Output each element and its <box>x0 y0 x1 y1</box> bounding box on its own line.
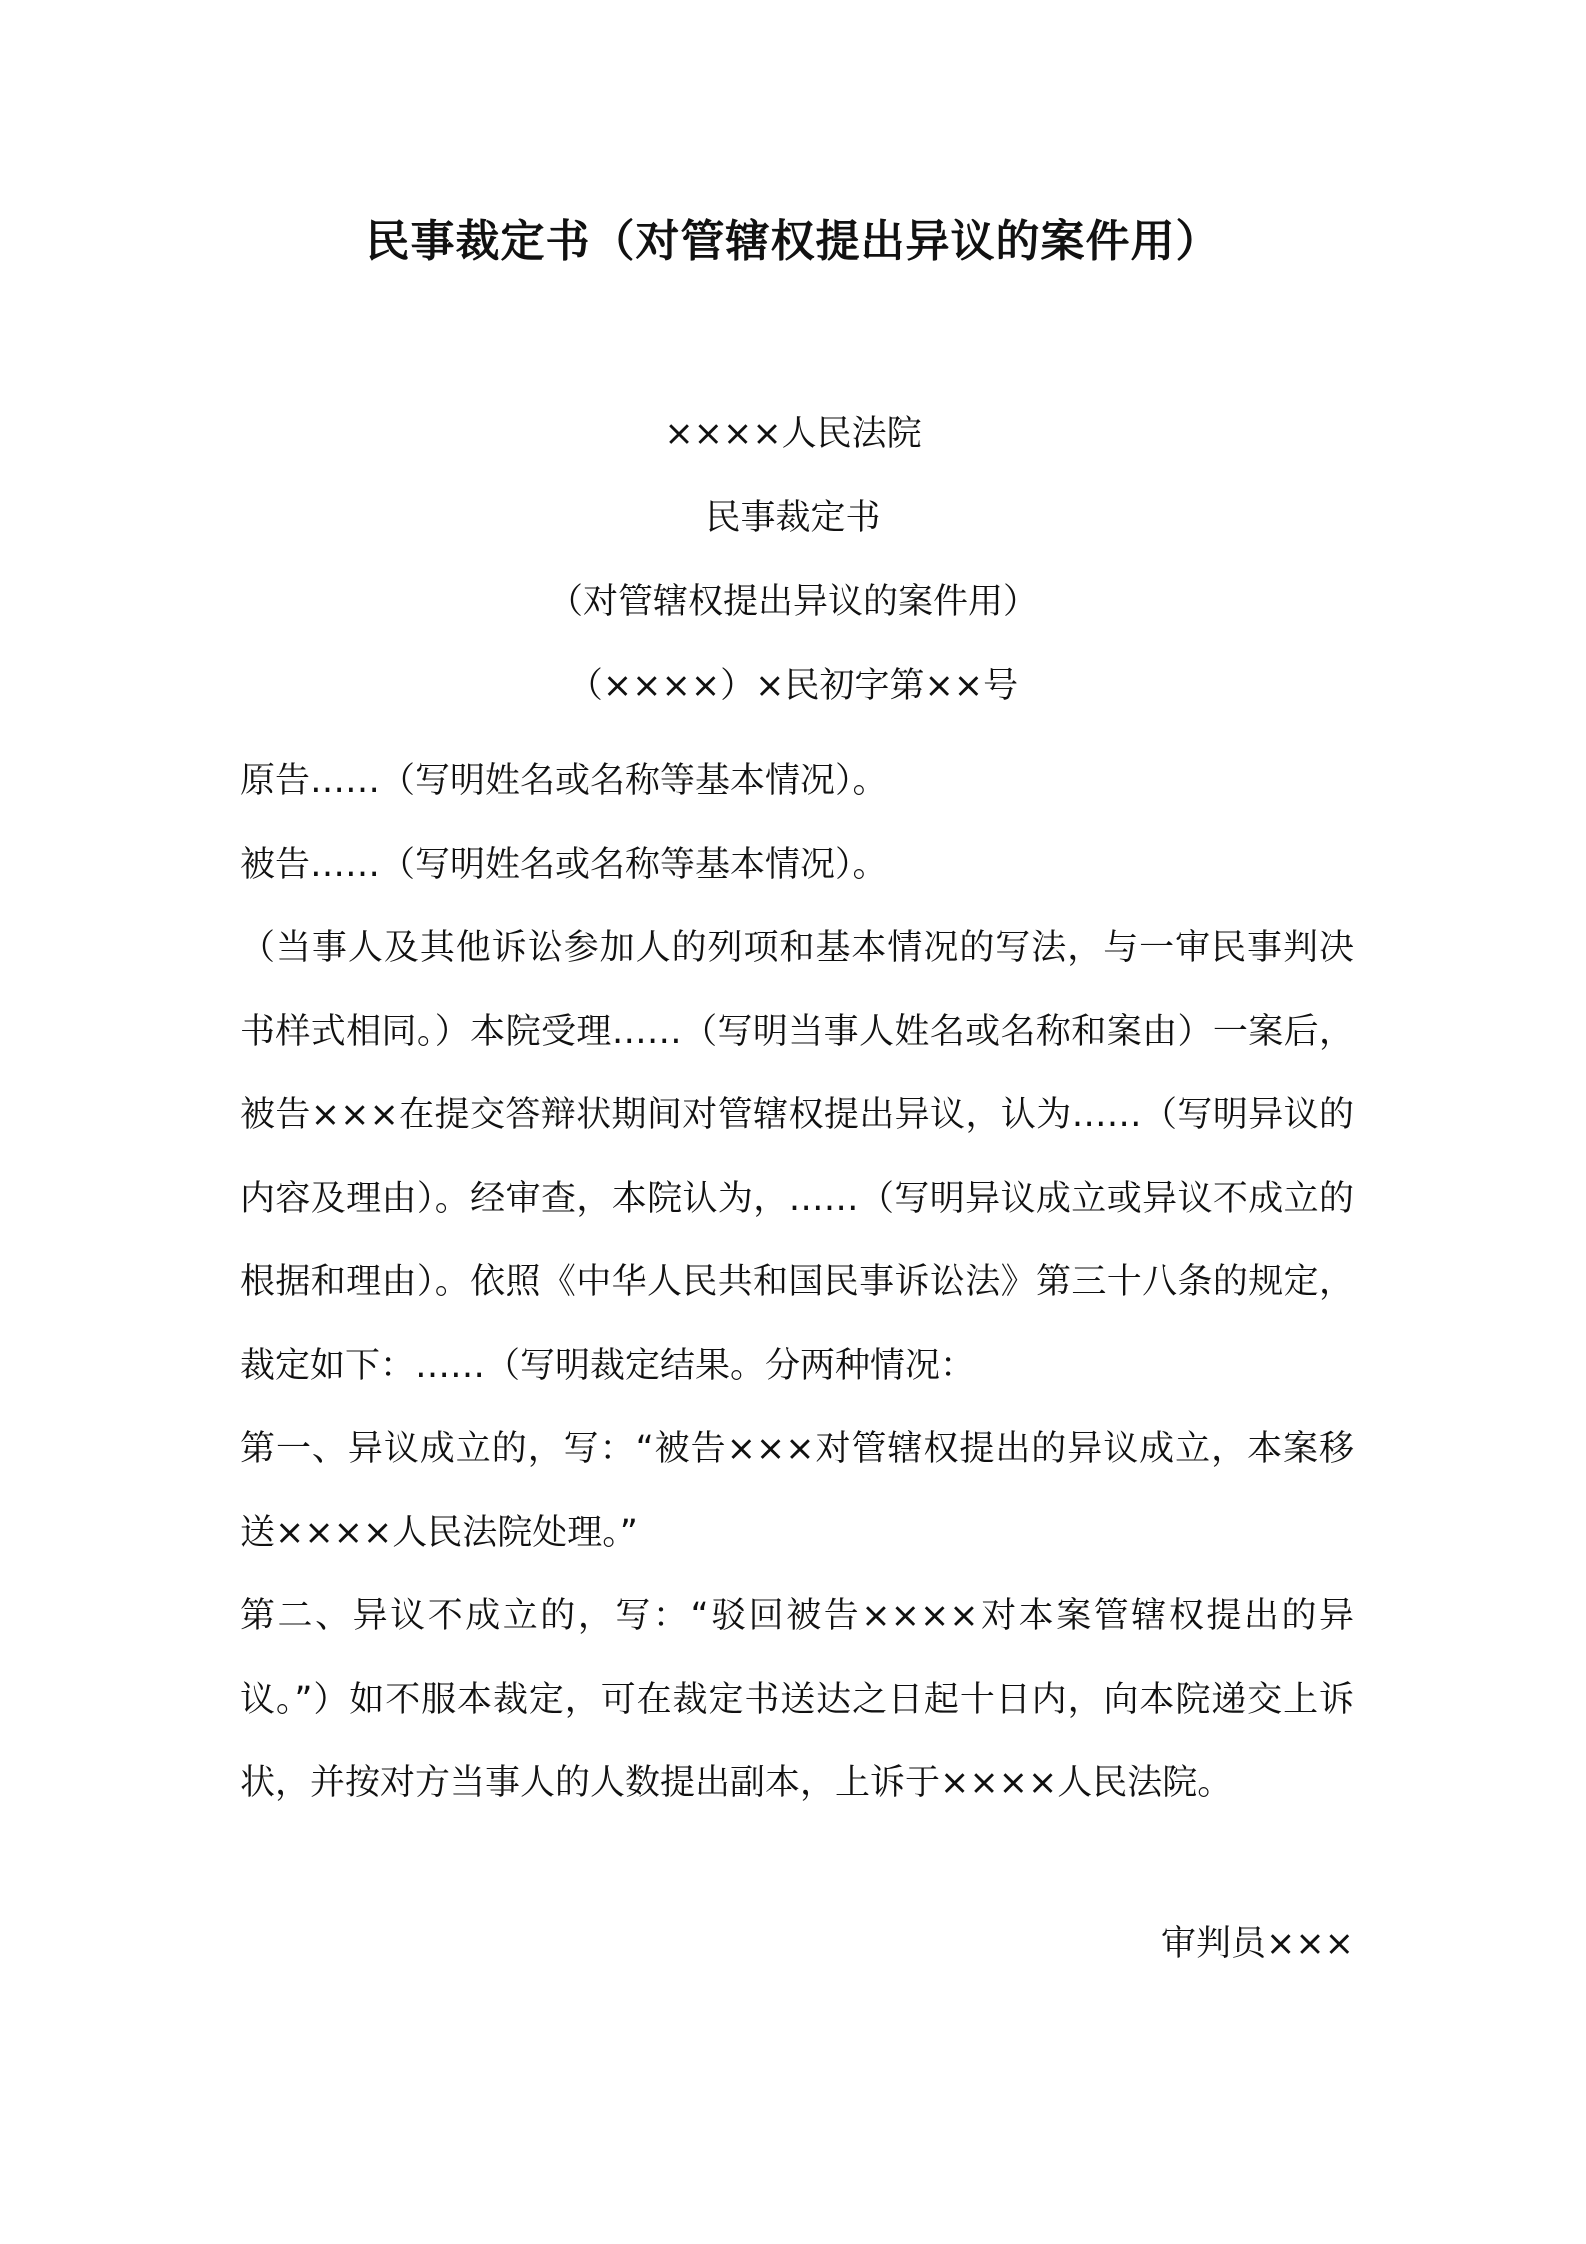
court-name: ××××人民法院 <box>664 414 922 454</box>
main-paragraph: （当事人及其他诉讼参加人的列项和基本情况的写法，与一审民事判决书样式相同。）本院受理……（写明当事人姓名或名称和案由）一案后，被告×××在提交答辩状期间对管辖权提出异议，认为……（写明异议的内容及理由）。经审查，本院认为，……（写明异议成立或异议不成立的根据和理由）。依照《中华人民共和国民事诉讼法》第三十八条的规定，裁定如下：……（写明裁定结果。分两种情况： <box>240 928 1354 1386</box>
document-subtitle: 民事裁定书 <box>705 498 881 538</box>
objection-rejected-paragraph: 第二、异议不成立的，写：“驳回被告××××对本案管辖权提出的异议。”）如不服本裁定，可在裁定书送达之日起十日内，向本院递交上诉状，并按对方当事人的人数提出副本，上诉于××××人民法院。 <box>240 1596 1354 1803</box>
plaintiff-paragraph: 原告……（写明姓名或名称等基本情况）。 <box>240 761 888 801</box>
document-body <box>240 740 1354 1826</box>
defendant-paragraph: 被告……（写明姓名或名称等基本情况）。 <box>240 844 888 885</box>
document-subtitle-note: （对管辖权提出异议的案件用） <box>547 582 1038 622</box>
document-title: 民事裁定书（对管辖权提出异议的案件用） <box>365 216 1221 267</box>
case-number: （××××）×民初字第××号 <box>567 666 1019 706</box>
objection-upheld-paragraph: 第一、异议成立的，写：“被告×××对管辖权提出的异议成立，本案移送××××人民法院处理。” <box>240 1429 1354 1553</box>
judge-signature: 审判员××× <box>1161 1924 1354 1964</box>
